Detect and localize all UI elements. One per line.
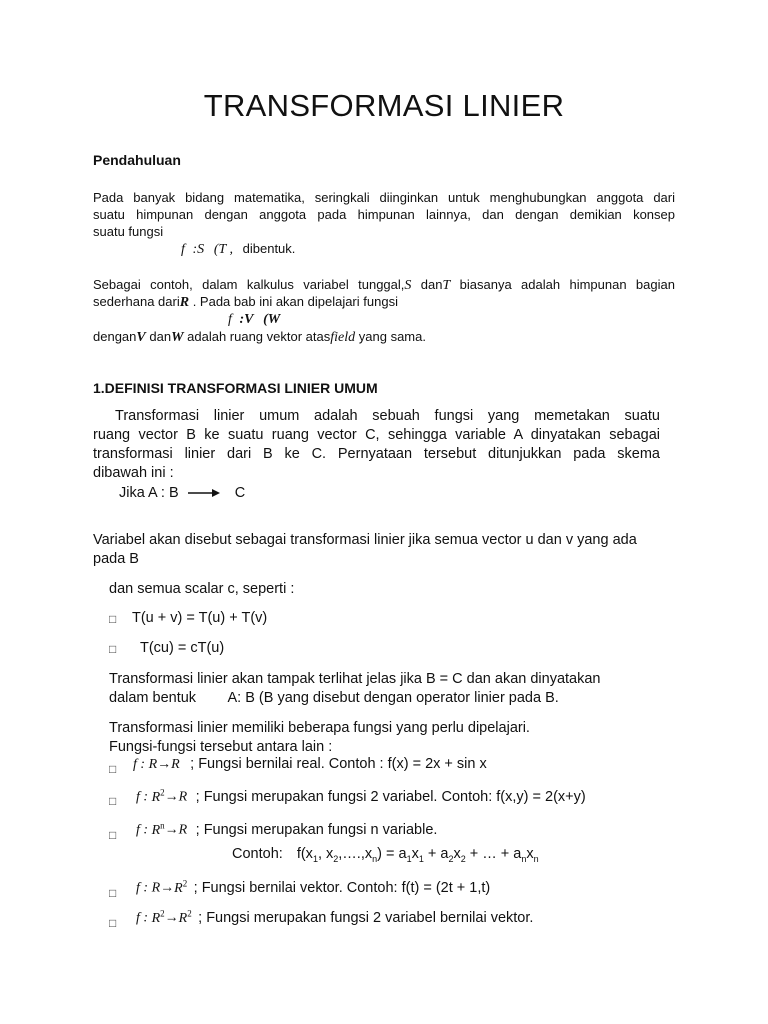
definition-line-2: ruang vector B ke suatu ruang vector C, sehingga variable A dinyatakan sebagai bbox=[93, 427, 660, 443]
formula-part: ) = a bbox=[377, 846, 407, 862]
var-t: T bbox=[442, 278, 451, 293]
map-domain bbox=[151, 787, 165, 805]
arrow-icon: → bbox=[164, 910, 179, 926]
function-item-n-var bbox=[136, 820, 437, 839]
text-segment: Sebagai contoh, dalam kalkulus variabel tunggal, bbox=[93, 277, 405, 292]
jika-line bbox=[119, 485, 245, 501]
function-definition-2 bbox=[228, 310, 280, 328]
function-item-two-var bbox=[136, 787, 586, 806]
condition-homogeneity: T(cu) = cT(u) bbox=[140, 640, 225, 656]
map-domain bbox=[151, 908, 165, 926]
formula-sub: 1 bbox=[418, 853, 424, 864]
formula-part: ,….,x bbox=[338, 846, 373, 862]
fn-f: f bbox=[181, 242, 185, 257]
operator-line-2: dalam bentuk A: B (B yang disebut dengan operator linier pada B. bbox=[109, 690, 559, 706]
formula-part: f(x bbox=[296, 846, 313, 862]
formula-sub: 2 bbox=[448, 853, 454, 864]
map-f: f : bbox=[136, 822, 152, 838]
text-segment: . Pada bab ini akan dipelajari fungsi bbox=[192, 294, 398, 309]
functions-intro-2: Fungsi-fungsi tersebut antara lain : bbox=[109, 739, 333, 755]
intro-line-3: suatu fungsi bbox=[93, 224, 164, 239]
intro-line-2: suatu himpunan dengan anggota pada himpunan lainnya, dan dengan demikian konsep bbox=[93, 207, 675, 222]
text-segment: dan bbox=[149, 329, 172, 344]
domain-r: R bbox=[151, 910, 161, 926]
text-segment: dengan bbox=[93, 329, 137, 344]
scalar-line: dan semua scalar c, seperti : bbox=[109, 581, 295, 597]
formula-sub: 1 bbox=[312, 853, 318, 864]
fn-colon-v: :V bbox=[239, 312, 254, 327]
item-description: ; Fungsi merupakan fungsi 2 variabel bernilai vektor. bbox=[198, 909, 534, 926]
item-description: ; Fungsi bernilai real. Contoh : f(x) = 2x + sin x bbox=[190, 756, 487, 772]
item-description: ; Fungsi bernilai vektor. Contoh: f(t) = (2t + 1,t) bbox=[193, 879, 491, 896]
right-arrow-icon bbox=[187, 488, 221, 498]
text-segment: biasanya adalah himpunan bagian bbox=[459, 277, 675, 292]
text-segment: adalah ruang vektor atas bbox=[187, 329, 331, 344]
arrow-icon: → bbox=[157, 757, 172, 772]
var-r: R bbox=[179, 295, 190, 310]
intro-p2-line-2 bbox=[93, 293, 398, 311]
operator-line-1: Transformasi linier akan tampak terlihat jelas jika B = C dan akan dinyatakan bbox=[109, 671, 601, 687]
text-segment: sederhana dari bbox=[93, 294, 180, 309]
formula-sub: n bbox=[533, 853, 539, 864]
bullet-icon: □ bbox=[109, 794, 117, 808]
definition-line-3: transformasi linier dari B ke C. Pernyataan tersebut ditunjukkan pada skema bbox=[93, 446, 660, 462]
intro-p2-line-4 bbox=[93, 328, 426, 346]
domain-r: R bbox=[151, 789, 161, 805]
formula-sub: 1 bbox=[406, 853, 412, 864]
formula-part: + a bbox=[423, 846, 449, 862]
function-definition-1 bbox=[181, 240, 295, 258]
item-description: ; Fungsi merupakan fungsi n variable. bbox=[195, 821, 438, 838]
codomain-exponent: 2 bbox=[182, 878, 188, 888]
variable-line-1: Variabel akan disebut sebagai transformasi linier jika semua vector u dan v yang ada bbox=[93, 532, 637, 548]
example-label: Contoh: bbox=[232, 846, 283, 862]
codomain-r: R bbox=[178, 910, 188, 926]
map-f: f : bbox=[136, 789, 152, 805]
text-segment: yang sama. bbox=[358, 329, 426, 344]
map-domain bbox=[151, 820, 165, 838]
bullet-icon: □ bbox=[109, 612, 117, 626]
function-item-vector-two-var bbox=[136, 908, 533, 927]
fn-colon-s: :S bbox=[192, 242, 205, 257]
condition-additivity: T(u + v) = T(u) + T(v) bbox=[132, 610, 268, 626]
map-codomain bbox=[178, 908, 192, 926]
n-var-example bbox=[232, 846, 539, 864]
map-codomain bbox=[174, 878, 188, 896]
fn-suffix: dibentuk. bbox=[242, 241, 296, 256]
map-codomain: R bbox=[178, 822, 188, 838]
formula-part: x bbox=[411, 846, 419, 862]
codomain-exponent: 2 bbox=[187, 908, 192, 918]
bullet-icon: □ bbox=[109, 916, 117, 930]
formula-sub: 2 bbox=[333, 853, 339, 864]
domain-exponent: 2 bbox=[160, 908, 165, 918]
map-f: f : bbox=[136, 880, 152, 896]
jika-target: C bbox=[234, 485, 246, 501]
bullet-icon: □ bbox=[109, 642, 117, 656]
domain-exponent: 2 bbox=[160, 787, 165, 797]
domain-r: R bbox=[151, 822, 161, 838]
formula-part: x bbox=[526, 846, 534, 862]
word-field: field bbox=[330, 330, 356, 345]
map-f: f : bbox=[136, 910, 152, 926]
arrow-icon: → bbox=[160, 880, 175, 896]
formula-sub: 2 bbox=[460, 853, 466, 864]
item-description: ; Fungsi merupakan fungsi 2 variabel. Contoh: f(x,y) = 2(x+y) bbox=[195, 788, 586, 805]
fn-paren-t: (T , bbox=[213, 242, 234, 257]
bullet-icon: □ bbox=[109, 762, 117, 776]
definition-line-1: Transformasi linier umum adalah sebuah fungsi yang memetakan suatu bbox=[115, 408, 660, 424]
formula-part: x bbox=[453, 846, 461, 862]
formula-part: , x bbox=[317, 846, 334, 862]
arrow-icon: → bbox=[164, 789, 179, 805]
example-formula bbox=[297, 846, 539, 862]
jika-label: Jika A : B bbox=[119, 485, 179, 501]
bullet-icon: □ bbox=[109, 828, 117, 842]
arrow-icon: → bbox=[164, 822, 179, 838]
fn-f: f bbox=[228, 312, 232, 327]
var-s: S bbox=[404, 278, 412, 293]
formula-part: + … + a bbox=[465, 846, 522, 862]
intro-p2-line-1 bbox=[93, 276, 675, 294]
var-w: W bbox=[171, 330, 184, 345]
var-v: V bbox=[136, 330, 146, 345]
domain-exponent: n bbox=[160, 820, 165, 830]
intro-line-1: Pada banyak bidang matematika, seringkali diinginkan untuk menghubungkan anggota dari bbox=[93, 190, 675, 205]
map-f: f : bbox=[133, 757, 149, 772]
bullet-icon: □ bbox=[109, 886, 117, 900]
function-item-real bbox=[133, 755, 487, 773]
section-heading: 1.DEFINISI TRANSFORMASI LINIER UMUM bbox=[93, 380, 378, 396]
formula-sub: n bbox=[521, 853, 527, 864]
formula-sub: n bbox=[372, 853, 378, 864]
text-segment: dan bbox=[420, 277, 443, 292]
map-codomain: R bbox=[171, 757, 180, 772]
map-domain: R bbox=[151, 880, 161, 896]
intro-heading: Pendahuluan bbox=[93, 152, 181, 168]
codomain-r: R bbox=[174, 880, 183, 896]
map-codomain: R bbox=[178, 789, 188, 805]
definition-line-4: dibawah ini : bbox=[93, 465, 174, 481]
page-title: TRANSFORMASI LINIER bbox=[203, 88, 565, 123]
function-item-vector bbox=[136, 878, 490, 897]
functions-intro-1: Transformasi linier memiliki beberapa fungsi yang perlu dipelajari. bbox=[109, 720, 530, 736]
map-domain: R bbox=[148, 757, 158, 772]
variable-line-2: pada B bbox=[93, 551, 139, 567]
fn-paren-w: (W bbox=[263, 312, 281, 327]
